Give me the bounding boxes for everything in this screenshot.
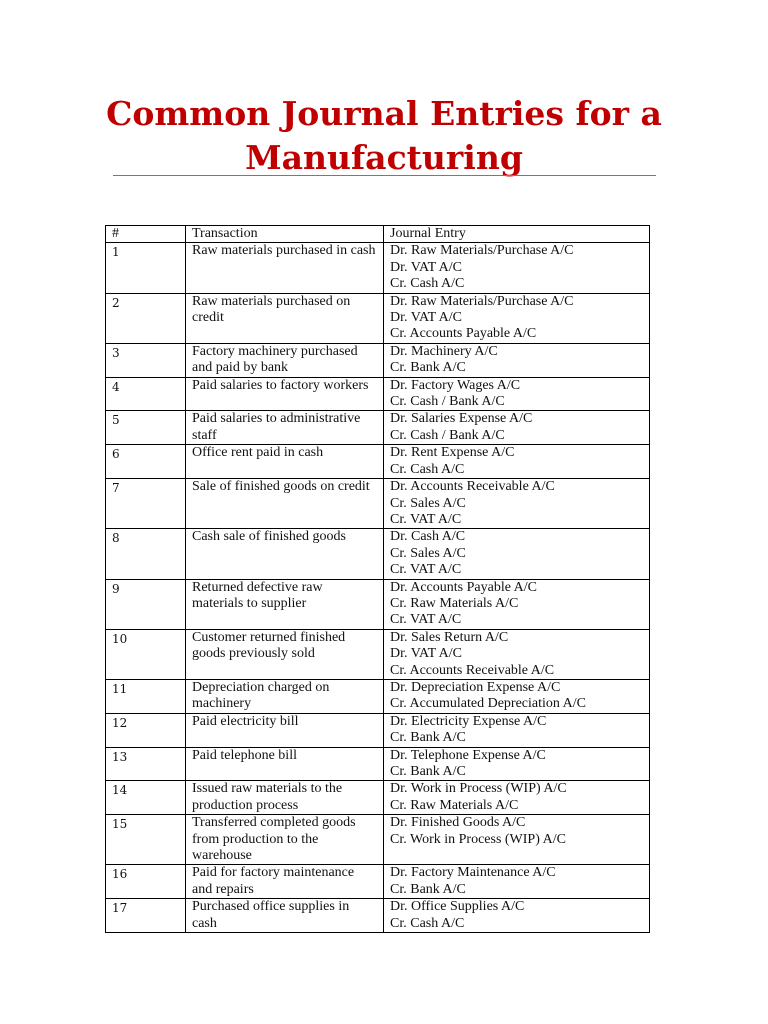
table-header-row bbox=[106, 226, 650, 243]
journal-entry-line: Cr. Raw Materials A/C bbox=[390, 595, 519, 611]
journal-entry-cell bbox=[384, 529, 650, 579]
table-row bbox=[106, 781, 650, 815]
table-row bbox=[106, 629, 650, 679]
journal-entry-line: Dr. Factory Wages A/C bbox=[390, 377, 521, 393]
journal-entry-cell bbox=[384, 293, 650, 343]
table-row bbox=[106, 343, 650, 377]
journal-entry-line: Dr. Factory Maintenance A/C bbox=[390, 865, 556, 881]
journal-entry-cell bbox=[384, 865, 650, 899]
transaction-cell: Raw materials purchased on credit bbox=[186, 293, 384, 343]
row-number: 9 bbox=[106, 579, 186, 629]
journal-entry-cell bbox=[384, 679, 650, 713]
journal-entry-line: Dr. Depreciation Expense A/C bbox=[390, 679, 561, 695]
row-number: 5 bbox=[106, 411, 186, 445]
header-transaction: Transaction bbox=[186, 226, 384, 243]
transaction-cell: Sale of finished goods on credit bbox=[186, 479, 384, 529]
table-row bbox=[106, 679, 650, 713]
transaction-cell: Raw materials purchased in cash bbox=[186, 243, 384, 293]
row-number: 6 bbox=[106, 445, 186, 479]
table-row bbox=[106, 899, 650, 933]
journal-entry-cell bbox=[384, 377, 650, 411]
journal-entry-line: Dr. VAT A/C bbox=[390, 310, 462, 326]
transaction-cell: Depreciation charged on machinery bbox=[186, 679, 384, 713]
transaction-cell: Factory machinery purchased and paid by bank bbox=[186, 343, 384, 377]
table-row bbox=[106, 445, 650, 479]
title-divider bbox=[113, 175, 656, 176]
table-row bbox=[106, 747, 650, 781]
transaction-cell: Paid salaries to administrative staff bbox=[186, 411, 384, 445]
journal-entry-line: Cr. Bank A/C bbox=[390, 881, 466, 897]
journal-entry-cell bbox=[384, 747, 650, 781]
row-number: 8 bbox=[106, 529, 186, 579]
row-number: 12 bbox=[106, 713, 186, 747]
journal-entry-line: Cr. Accumulated Depreciation A/C bbox=[390, 696, 586, 712]
transaction-cell: Office rent paid in cash bbox=[186, 445, 384, 479]
table-row bbox=[106, 377, 650, 411]
row-number: 14 bbox=[106, 781, 186, 815]
journal-entry-line: Dr. Raw Materials/Purchase A/C bbox=[390, 243, 574, 259]
transaction-cell: Purchased office supplies in cash bbox=[186, 899, 384, 933]
journal-entry-line: Cr. Bank A/C bbox=[390, 764, 466, 779]
journal-entry-line: Cr. Cash A/C bbox=[390, 276, 465, 292]
journal-entry-line: Dr. Telephone Expense A/C bbox=[390, 747, 546, 763]
journal-entry-line: Cr. Work in Process (WIP) A/C bbox=[390, 831, 566, 847]
table-row bbox=[106, 243, 650, 293]
transaction-cell: Paid for factory maintenance and repairs bbox=[186, 865, 384, 899]
row-number: 3 bbox=[106, 343, 186, 377]
table-row bbox=[106, 713, 650, 747]
journal-entry-line: Dr. VAT A/C bbox=[390, 259, 462, 275]
table-row bbox=[106, 411, 650, 445]
journal-entry-line: Cr. Sales A/C bbox=[390, 545, 466, 561]
journal-entry-line: Dr. VAT A/C bbox=[390, 646, 462, 662]
journal-entry-line: Cr. VAT A/C bbox=[390, 612, 462, 628]
header-number: # bbox=[106, 226, 186, 243]
journal-entry-line: Dr. Office Supplies A/C bbox=[390, 899, 525, 915]
row-number: 10 bbox=[106, 629, 186, 679]
row-number: 15 bbox=[106, 815, 186, 865]
table-row bbox=[106, 479, 650, 529]
journal-entry-cell bbox=[384, 713, 650, 747]
table-body bbox=[106, 243, 650, 933]
journal-entry-line: Cr. Accounts Payable A/C bbox=[390, 326, 537, 342]
journal-entry-line: Cr. Sales A/C bbox=[390, 495, 466, 511]
table-row bbox=[106, 293, 650, 343]
transaction-cell: Paid electricity bill bbox=[186, 713, 384, 747]
journal-entry-line: Cr. Cash / Bank A/C bbox=[390, 394, 505, 410]
journal-entry-line: Dr. Accounts Receivable A/C bbox=[390, 479, 555, 495]
journal-entry-line: Dr. Raw Materials/Purchase A/C bbox=[390, 293, 574, 309]
journal-entry-line: Dr. Cash A/C bbox=[390, 529, 466, 545]
journal-entry-line: Dr. Sales Return A/C bbox=[390, 629, 509, 645]
transaction-cell: Cash sale of finished goods bbox=[186, 529, 384, 579]
row-number: 17 bbox=[106, 899, 186, 933]
journal-entry-line: Dr. Electricity Expense A/C bbox=[390, 713, 547, 729]
journal-entry-line: Dr. Work in Process (WIP) A/C bbox=[390, 781, 567, 797]
transaction-cell: Issued raw materials to the production process bbox=[186, 781, 384, 815]
transaction-cell: Customer returned finished goods previously sold bbox=[186, 629, 384, 679]
page-title: Common Journal Entries for a Manufacturing bbox=[106, 94, 662, 177]
transaction-cell: Paid telephone bill bbox=[186, 747, 384, 781]
journal-entry-cell bbox=[384, 899, 650, 933]
journal-entry-cell bbox=[384, 781, 650, 815]
journal-entry-line: Cr. VAT A/C bbox=[390, 511, 462, 527]
journal-entry-line: Dr. Salaries Expense A/C bbox=[390, 411, 533, 427]
journal-entry-cell bbox=[384, 479, 650, 529]
transaction-cell: Returned defective raw materials to supplier bbox=[186, 579, 384, 629]
journal-entry-cell bbox=[384, 815, 650, 865]
row-number: 1 bbox=[106, 243, 186, 293]
journal-entry-cell bbox=[384, 579, 650, 629]
journal-entry-line: Dr. Rent Expense A/C bbox=[390, 445, 515, 461]
journal-entry-line: Dr. Accounts Payable A/C bbox=[390, 579, 537, 595]
row-number: 16 bbox=[106, 865, 186, 899]
header-journal-entry: Journal Entry bbox=[384, 226, 650, 243]
journal-entry-line: Cr. Cash A/C bbox=[390, 461, 465, 477]
transaction-cell: Transferred completed goods from production to the warehouse bbox=[186, 815, 384, 865]
journal-entry-cell bbox=[384, 629, 650, 679]
row-number: 7 bbox=[106, 479, 186, 529]
table-row bbox=[106, 865, 650, 899]
journal-entry-line: Cr. Raw Materials A/C bbox=[390, 797, 519, 813]
table-row bbox=[106, 579, 650, 629]
journal-entry-cell bbox=[384, 411, 650, 445]
journal-entry-cell bbox=[384, 445, 650, 479]
journal-entry-line: Cr. Bank A/C bbox=[390, 730, 466, 746]
transaction-cell: Paid salaries to factory workers bbox=[186, 377, 384, 411]
journal-entry-line: Cr. VAT A/C bbox=[390, 562, 462, 578]
row-number: 13 bbox=[106, 747, 186, 781]
journal-entry-line: Cr. Cash A/C bbox=[390, 915, 465, 931]
journal-entry-line: Cr. Bank A/C bbox=[390, 360, 466, 376]
journal-entries-table bbox=[105, 225, 650, 933]
table-row bbox=[106, 815, 650, 865]
journal-entry-cell bbox=[384, 243, 650, 293]
journal-entry-line: Cr. Cash / Bank A/C bbox=[390, 427, 505, 443]
row-number: 4 bbox=[106, 377, 186, 411]
row-number: 2 bbox=[106, 293, 186, 343]
journal-entry-cell bbox=[384, 343, 650, 377]
journal-entry-line: Cr. Accounts Receivable A/C bbox=[390, 662, 555, 678]
journal-entry-line: Dr. Finished Goods A/C bbox=[390, 815, 526, 831]
row-number: 11 bbox=[106, 679, 186, 713]
journal-entry-line: Dr. Machinery A/C bbox=[390, 343, 498, 359]
table-row bbox=[106, 529, 650, 579]
